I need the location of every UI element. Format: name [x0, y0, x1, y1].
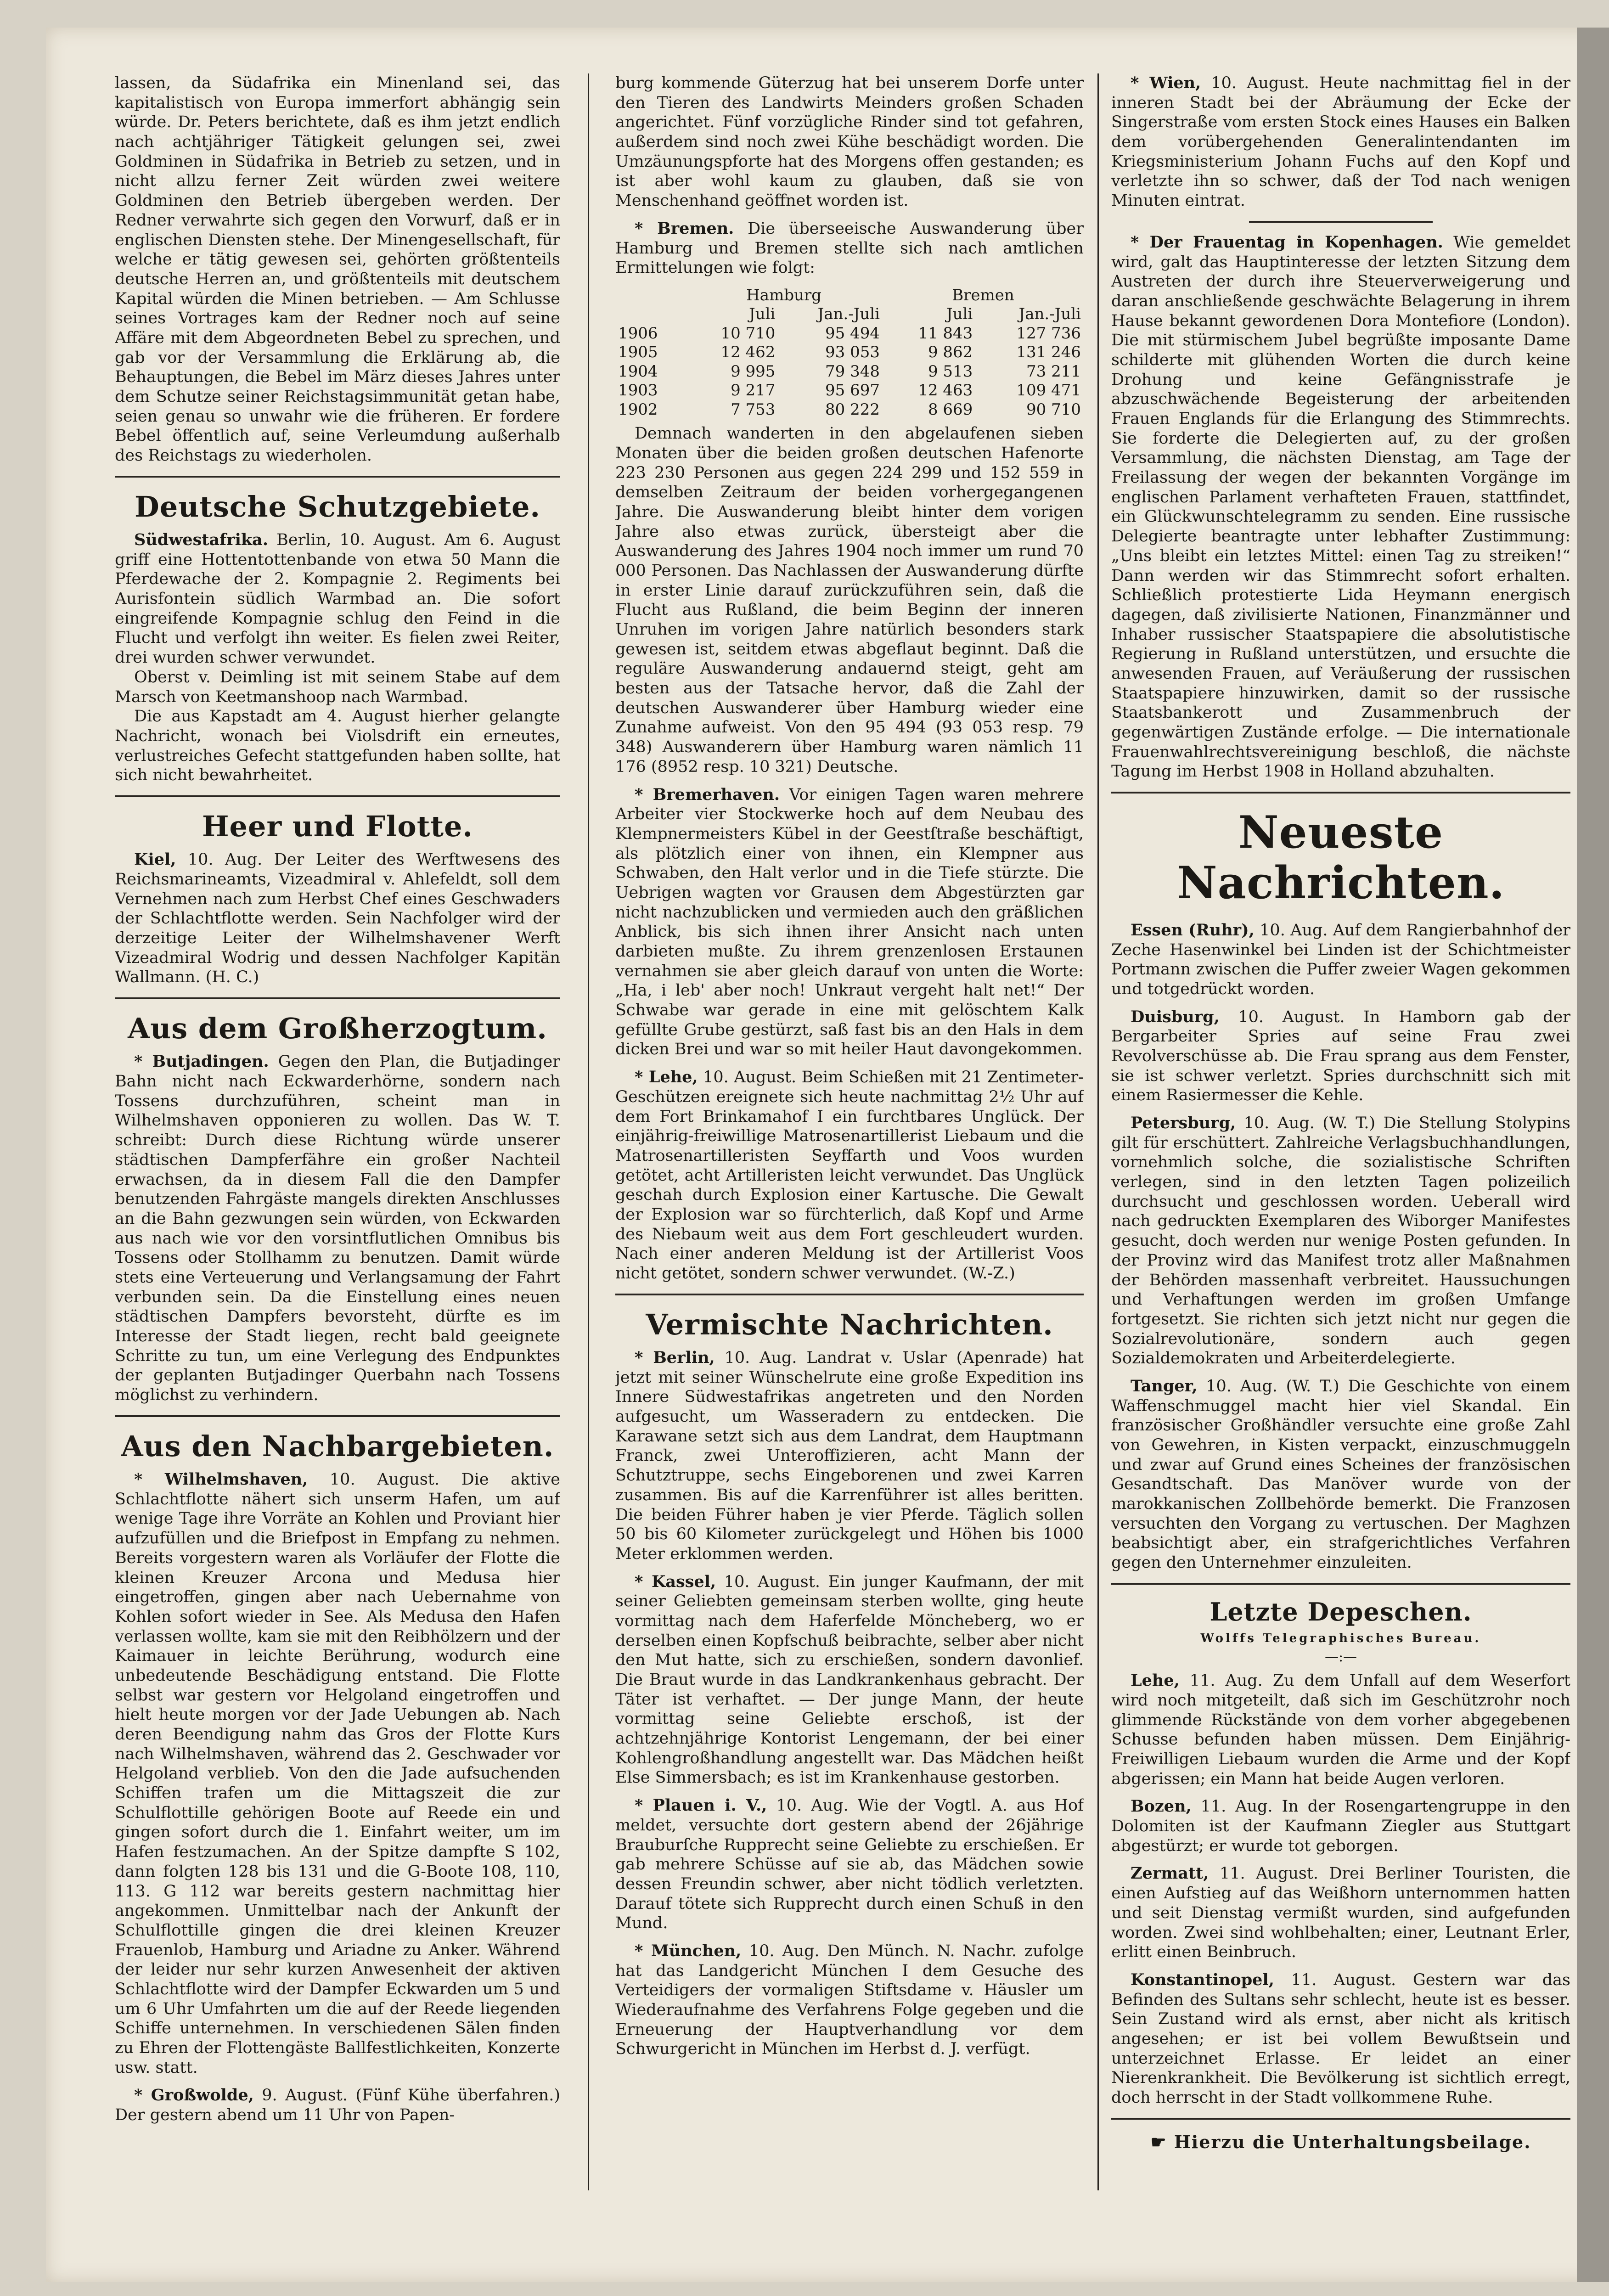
table-cell: 95 494: [825, 324, 880, 343]
article: [1111, 1970, 1570, 2108]
article: [1111, 1797, 1570, 1856]
article-dateline: * Plauen i. V.,: [635, 1796, 767, 1815]
table-cell: 80 222: [825, 400, 880, 419]
article-dateline: * Wien,: [1131, 73, 1201, 92]
table-period-header: Jan.-Juli: [1018, 305, 1081, 324]
article-dateline: * Wilhelmshaven,: [134, 1470, 308, 1489]
table-cell: 10 710: [720, 324, 776, 343]
article-text: 11. Aug. In der Rosengartengruppe in den Dolomiten ist der Kaufmann Ziegler aus Stuttgart abgestürzt; er wurde tot geborgen.: [1111, 1797, 1570, 1855]
article-dateline: Südwestafrika.: [134, 530, 269, 550]
article-dateline: * Lehe,: [635, 1068, 698, 1087]
article-text: lassen, da Südafrika ein Minenland sei, das kapitalistisch von Europa immerfort abhängig sein würde. Dr. Peters berichtete, daß es ihm jetzt endlich nach achtjähriger Tätigkeit gelungen sei, zwei Goldminen in Südafrika in Betrieb zu setzen, und in nicht allzu ferner Zeit würden zwei weitere Goldminen den Betrieb übergeben werden. Der Redner verwahrte sich gegen den Vorwurf, daß er in englischen Diensten stehe. Der Minengesellschaft, für welche er tätig gewesen sei, gehörten größtenteils deutsche Herren an, und größtenteils mit deutschem Kapital würden die Minen betrieben. — Am Schlusse seines Vortrages kam der Redner noch auf seine Affäre mit dem Abgeordneten Bebel zu sprechen, und gab vor der Versammlung die Erklärung ab, die Behauptungen, die Bebel im März dieses Jahres unter dem Schutze seiner Reichstagsimmunität getan habe, seien genau so unwahr wie die früheren. Er fordere Bebel öffentlich auf, seine Verleumdung außerhalb des Reichstags zu wiederholen.: [115, 74, 560, 465]
article-dateline: Zermatt,: [1131, 1864, 1209, 1883]
article: [615, 1348, 1084, 1564]
article-paragraph: [115, 707, 560, 785]
article-paragraph: [115, 1052, 560, 1405]
section-heading: Letzte Depeschen.: [1210, 1597, 1472, 1626]
table-cell: 127 736: [1016, 324, 1081, 343]
article: [615, 1796, 1084, 1933]
table-place-header: Bremen: [952, 286, 1014, 304]
article-text: Demnach wanderten in den abgelaufenen sieben Monaten über die beiden großen deutschen Hafenorte 223 230 Personen aus gegen 224 299 und 152 559 in demselben Zeitraum der beiden vorhergegangenen Jahre. Die Auswanderung bleibt hinter dem vorigen Jahre also etwas zurück, übersteigt aber die Auswanderung des Jahres 1904 noch immer um rund 70 000 Personen. Das Nachlassen der Auswanderung dürfte in erster Linie darauf zurückzuführen sein, daß die Flucht aus Rußland, die beim Beginn der inneren Unruhen im vorigen Jahre natürlich besonders stark gewesen ist, seitdem etwas abgeflaut beginnt. Daß die reguläre Auswanderung andauernd steigt, geht am besten aus der Tatsache hervor, daß die Zahl der deutschen Auswanderer über Hamburg wieder eine Zunahme aufweist. Von den 95 494 (93 053 resp. 79 348) Auswanderern über Hamburg waren nämlich 11 176 (8952 resp. 10 321) Deutsche.: [615, 424, 1084, 776]
article-paragraph: [615, 1348, 1084, 1564]
supplement-note: ☛ Hierzu die Unterhaltungsbeilage.: [1150, 2131, 1531, 2152]
section-heading: Aus den Nachbargebieten.: [121, 1429, 554, 1463]
table-row: [615, 381, 1084, 400]
article-text: 10. August. Heute nachmittag fiel in der inneren Stadt bei der Abräumung der Ecke der Singerstraße vom ersten Stock eines Hauses ein Balken dem vorübergehenden Generalintendanten im Kriegsministerium Johann Fuchs auf den Kopf und verletzte ihn so schwer, daß der Tod nach wenigen Minuten eintrat.: [1111, 74, 1570, 210]
article-text: 10. Aug. Wie der Vogtl. A. aus Hof meldet, versuchte dort gestern abend der 26jährige Brauburſche Rupprecht seine Geliebte zu erschießen. Er gab mehrere Schüsse auf sie ab, das Mädchen sowie dessen Freundin schwer, aber nicht tödlich verletzten. Darauf tötete sich Rupprecht durch einen Schuß in den Mund.: [615, 1796, 1084, 1933]
table-row: [615, 324, 1084, 343]
article-text: 10. August. In Hamborn gab der Bergarbeiter Spries auf seine Frau zwei Revolverschüsse ab. Die Frau sprang aus dem Fenster, sie ist schwer verletzt. Spries durchschnitt sich mit einem Rasiermesser die Kehle.: [1111, 1007, 1570, 1105]
book-binding-edge: [1577, 28, 1609, 2282]
column-divider: [588, 73, 589, 2190]
table-year: 1902: [618, 400, 658, 419]
article-text: Gegen den Plan, die Butjadinger Bahn nicht nach Eckwarderhörne, sondern nach Tossens durchzuführen, scheint man in Wilhelmshaven opponieren zu wollen. Das W. T. schreibt: Durch diese Richtung würde unserer städtischen Dampferfähre ein großer Nachteil erwachsen, da in diesem Fall die den Dampfer benutzenden Fahrgäste mangels direkten Anschlusses an die Bahn gezwungen sein würden, von Eckwarden aus nach wie vor den vorsintflutlichen Omnibus bis Tossens oder Stollhamm zu benutzen. Damit würde stets eine Verteuerung und Verlangsamung der Fahrt verbunden sein. Da die Einstellung eines neuen städtischen Dampfers bevorsteht, dürfte es im Interesse der Stadt liegen, recht bald geeignete Schritte zu tun, um eine Verlegung des Endpunktes der geplanten Butjadinger Querbahn nach Tossens möglichst zu verhindern.: [115, 1052, 560, 1405]
article-paragraph: [1111, 73, 1570, 211]
article-dateline: Tanger,: [1131, 1376, 1198, 1396]
section-heading: Aus dem Großherzogtum.: [128, 1012, 547, 1046]
article-dateline: Kiel,: [134, 850, 176, 869]
article-paragraph: [115, 850, 560, 987]
table-period-header: Juli: [749, 305, 776, 324]
short-rule: [1249, 221, 1433, 223]
article-text: 10. Aug. Landrat v. Uslar (Apenrade) hat jetzt mit seiner Wünschelrute eine große Expedition ins Innere Südwestafrikas angetreten und den Norden aufgesucht, um Wasseradern zu entdecken. Die Karawane setzt sich aus dem Landrat, dem Hauptmann Franck, zwei Unteroffizieren, acht Mann der Schutztruppe, sechs Eingeborenen und zwei Karren zusammen. Bis auf die Karrenführer ist alles beritten. Die beiden Führer haben je vier Pferde. Täglich sollen 50 bis 60 Kilometer zurückgelegt und Höhen bis 1000 Meter erklommen werden.: [615, 1349, 1084, 1563]
column-left: [115, 73, 560, 2190]
article-dateline: * Der Frauentag in Kopenhagen.: [1131, 232, 1443, 252]
article-paragraph: [1111, 1970, 1570, 2108]
section-rule: [1111, 2118, 1570, 2120]
table-year: 1903: [618, 381, 658, 400]
table-place-header: Hamburg: [746, 286, 821, 304]
table-cell: 131 246: [1016, 343, 1081, 362]
section-heading: Heer und Flotte.: [202, 809, 473, 843]
article-paragraph: [615, 785, 1084, 1060]
article: [115, 2086, 560, 2125]
article-dateline: Lehe,: [1131, 1671, 1180, 1690]
article: [615, 1572, 1084, 1788]
article-dateline: * Bremerhaven.: [635, 785, 780, 804]
article-paragraph: [615, 73, 1084, 211]
article: [115, 1470, 560, 2077]
table-cell: 12 462: [720, 343, 776, 362]
article-text: Die aus Kapstadt am 4. August hierher gelangte Nachricht, wonach bei Violsdrift ein erneutes, verlustreiches Gefecht stattgefunden haben sollte, hat sich nicht bewahrheitet.: [115, 707, 560, 785]
article-text: Wie gemeldet wird, galt das Hauptinteresse der letzten Sitzung dem Austreten der durch ihre Steuerverweigerung und daran anschließende geschwächte Belagerung in ihrem Hause bekannt gewordenen Dora Montefiore (London). Die mit stürmischem Jubel begrüßte imposante Dame schilderte mit glühenden Worten die durch keine Drohung und keine Gefängnisstrafe je abzuschwächende Begeisterung der arbeitenden Frauen Englands für die Erlangung des Stimmrechts. Sie forderte die Delegierten auf, zu der großen Versammlung, die nächsten Dienstag, am Tage der Freilassung der wegen der bekannten Vorgänge im englischen Parlament verhafteten Frauen, stattfindet, ein Glückwunschtelegramm zu senden. Eine russische Delegierte beantragte unter lebhafter Zustimmung: „Uns bleibt ein letztes Mittel: einen Tag zu streiken!“ Dann werden wir das Stimmrecht sofort erhalten. Schließlich protestierte Lida Heymann energisch dagegen, daß zivilisierte Nationen, Finanzmänner und Inhaber russischer Staatspapiere die absolutistische Regierung in Rußland unterstützen, und ersuchte die anwesenden Frauen, auf Veräußerung der russischen Staatspapiere hinzuwirken, damit so der russische Staatsbankerott und Zusammenbruch der gegenwärtigen Zustände erfolge. — Die internationale Frauenwahlrechtsvereinigung beschloß, die nächste Tagung im Herbst 1908 in Holland abzuhalten.: [1111, 233, 1570, 781]
article-dateline: Konstantinopel,: [1131, 1970, 1274, 1989]
table-cell: 12 463: [918, 381, 973, 400]
section-rule: [115, 795, 560, 797]
article-dateline: * Kassel,: [635, 1572, 716, 1591]
section-rule: [115, 1415, 560, 1417]
table-cell: 9 513: [928, 362, 973, 381]
article-paragraph: [1111, 1797, 1570, 1856]
table-row: [615, 400, 1084, 419]
article-text: 10. Aug. Auf dem Rangierbahnhof der Zeche Hasenwinkel bei Linden ist der Schichtmeister Portmann zwischen die Puffer zweier Wagen gekommen und totgedrückt worden.: [1111, 921, 1570, 998]
article: [115, 1052, 560, 1405]
section-rule: [1111, 1583, 1570, 1585]
section-rule: [115, 997, 560, 999]
table-cell: 73 211: [1026, 362, 1081, 381]
article-dateline: Essen (Ruhr),: [1131, 920, 1255, 940]
article-text: 9. August. (Fünf Kühe überfahren.) Der gestern abend um 11 Uhr von Papen-: [115, 2086, 560, 2125]
table-period-header: Jan.-Juli: [817, 305, 880, 324]
table-cell: 93 053: [825, 343, 880, 362]
separator-mark: —:—: [1324, 1649, 1357, 1665]
article: [615, 424, 1084, 777]
article: [1111, 921, 1570, 999]
article: [115, 850, 560, 987]
article-paragraph: [1111, 921, 1570, 999]
article: [1111, 1007, 1570, 1105]
table-cell: 7 753: [731, 400, 776, 419]
article-text: 11. August. Gestern war das Befinden des Sultans sehr schlecht, heute ist es besser. Sein Zustand wird als ernst, aber nicht als kritisch angesehen; er ist bei vollem Bewußtsein und unterzeichnet Erlasse. Er leidet an einer Nierenkrankheit. Die Bevölkerung ist sichtlich erregt, doch herrscht in der Stadt vollkommene Ruhe.: [1111, 1970, 1570, 2107]
article-paragraph: [1111, 1007, 1570, 1105]
article-paragraph: [115, 530, 560, 668]
article-dateline: * Bremen.: [635, 219, 734, 238]
article-dateline: * Berlin,: [635, 1348, 715, 1367]
article-dateline: Bozen,: [1131, 1797, 1192, 1816]
table-year: 1906: [618, 324, 658, 343]
table-row: [615, 343, 1084, 362]
article-text: 10. Aug. (W. T.) Die Geschichte von einem Waffenschmuggel macht hier viel Skandal. Ein französischer Großhändler versuchte eine große Zahl von Gewehren, in Kisten verpackt, einzuschmuggeln und zwar auf Grund eines Scheines der französischen Gesandtschaft. Das Manöver wurde von der marokkanischen Zollbehörde bemerkt. Die Franzosen versuchten den Vorgang zu vertuschen. Der Maghzen beabsichtigt aber, ein strafgerichtliches Verfahren gegen den Unternehmer einzuleiten.: [1111, 1377, 1570, 1572]
section-heading: Vermischte Nachrichten.: [646, 1307, 1053, 1341]
table-row: [615, 362, 1084, 381]
article-paragraph: [1111, 1114, 1570, 1368]
article-text: 11. Aug. Zu dem Unfall auf dem Weserfort wird noch mitgeteilt, daß sich im Geschützrohr noch glimmende Rückstände von dem vorher abgegebenen Schusse befunden haben müssen. Dem Einjährig-Freiwilligen Liebaum wurden die Arme und der Kopf abgerissen; ein Mann hat beide Augen verloren.: [1111, 1671, 1570, 1788]
article: [1111, 1377, 1570, 1573]
article-paragraph: [615, 424, 1084, 777]
column-right: [1111, 73, 1570, 2190]
article-paragraph: [115, 668, 560, 707]
article: [1111, 1114, 1570, 1368]
article-paragraph: [615, 1572, 1084, 1788]
table-year: 1904: [618, 362, 658, 381]
article-text: Vor einigen Tagen waren mehrere Arbeiter vier Stockwerke hoch auf dem Neubau des Klempnermeisters Kübel in der Geestſtraße beschäftigt, als plötzlich einer von ihnen, ein Klempner aus Schwaben, den Halt verlor und in die Tiefe stürzte. Die Uebrigen wagten vor Grausen dem Abgestürzten gar nicht nachzublicken und vermieden auch den gräßlichen Anblick, bis sich ihnen ihrer Ansicht nach unten darbieten mußte. Zu ihrem grenzenlosen Erstaunen vernahmen sie aber gleich darauf von unten die Worte: „Ha, i leb' aber noch! Unkraut vergeht halt net!“ Der Schwabe war gerade in eine mit gelöschtem Kalk gefüllte Grube gestürzt, saß fast bis an den Hals in dem dicken Brei und war so mit heiler Haut davongekommen.: [615, 785, 1084, 1059]
table-period-header: Juli: [946, 305, 973, 324]
article-paragraph: [1111, 1864, 1570, 1962]
table-cell: 11 843: [918, 324, 973, 343]
article-text: 10. August. Beim Schießen mit 21 Zentimeter-Geschützen ereignete sich heute nachmittag 2½ Uhr auf dem Fort Brinkamahof I ein furchtbares Unglück. Der einjährig-freiwillige Matrosenartillerist Liebaum und die Matrosenartilleristen Seyffarth und Voos wurden getötet, acht Artilleristen leicht verwundet. Das Unglück geschah durch Explosion einer Kartusche. Die Gewalt der Explosion war so fürchterlich, daß Kopf und Arme des Niebaum weit aus dem Fort geschleudert wurden. Nach einer anderen Meldung ist der Artillerist Voos nicht getötet, sondern schwer verwundet. (W.-Z.): [615, 1068, 1084, 1283]
article-text: 10. Aug. (W. T.) Die Stellung Stolypins gilt für erschüttert. Zahlreiche Verlagsbuchhandlungen, vornehmlich solche, die sozialistische Schriften verlegen, sind in den letzten Tagen polizeilich durchsucht und geschlossen worden. Ueberall wird nach gedruckten Exemplaren des Wiborger Manifestes gesucht, doch werden nur wenige Posten gefunden. In der Provinz wird das Manifest trotz aller Maßnahmen der Behörden massenhaft verbreitet. Haussuchungen und Verhaftungen werden im großen Umfange fortgesetzt. Sie richten sich jetzt nicht nur gegen die Sozialrevolutionäre, sondern auch gegen Sozialdemokraten und Arbeiterdelegierte.: [1111, 1114, 1570, 1368]
section-rule: [615, 1294, 1084, 1295]
article: [1111, 1864, 1570, 1962]
article-text: burg kommende Güterzug hat bei unserem Dorfe unter den Tieren des Landwirts Meinders großen Schaden angerichtet. Fünf vorzügliche Rinder sind tot gefahren, außerdem sind noch zwei Kühe beschädigt worden. Die Umzäunungspforte hat des Morgens offen gestanden; es ist aber wohl kaum zu glauben, daß sie von Menschenhand geöffnet worden ist.: [615, 74, 1084, 210]
article-text: Berlin, 10. August. Am 6. August griff eine Hottentottenbande von etwa 50 Mann die Pferdewache der 2. Kompagnie 2. Regiments bei Aurisfontein südlich Warmbad an. Die sofort eingreifende Kompagnie schlug den Feind in die Flucht und verfolgt ihn weiter. Es fielen zwei Reiter, drei wurden schwer verwundet.: [115, 531, 560, 667]
table-cell: 9 217: [731, 381, 776, 400]
section-subheading: Wolffs Telegraphisches Bureau.: [1200, 1631, 1481, 1645]
table-cell: 79 348: [825, 362, 880, 381]
article: [1111, 233, 1570, 782]
article-dateline: * Butjadingen.: [134, 1052, 269, 1071]
table-corner: [615, 286, 685, 305]
article-paragraph: [1111, 1377, 1570, 1573]
article-dateline: * Großwolde,: [134, 2086, 254, 2105]
article: [615, 1068, 1084, 1283]
column-divider: [1097, 73, 1099, 2190]
article: [615, 1941, 1084, 2059]
article: [115, 73, 560, 466]
article: [615, 219, 1084, 278]
article: [615, 73, 1084, 211]
table-year: 1905: [618, 343, 658, 362]
column-middle: [615, 73, 1084, 2190]
article-dateline: Duisburg,: [1131, 1007, 1220, 1026]
section-rule: [115, 476, 560, 478]
article-text: 10. August. Die aktive Schlachtflotte nähert sich unserm Hafen, um auf wenige Tage ihre Vorräte an Kohlen und Proviant hier aufzufüllen und die Briefpost in Empfang zu nehmen. Bereits vorgestern waren als Vorläufer der Flotte die kleinen Kreuzer Arcona und Medusa hier eingetroffen, gingen aber nach Uebernahme von Kohlen sofort wieder in See. Als Medusa den Hafen verlassen wollte, kam sie mit den Reibhölzern und der Kaimauer in leichte Berührung, wodurch eine unbedeutende Beschädigung entstand. Die Flotte selbst war gestern vor Helgoland eingetroffen und hielt heute morgen vor der Jade Uebungen ab. Nach deren Beendigung nahm das Gros der Flotte Kurs nach Wilhelmshaven, während das 2. Geschwader vor Helgoland verblieb. Von den die Jade aufsuchenden Schiffen trafen um die Mittagszeit die zur Schulflottille gehörigen Boote auf Reede ein und gingen sofort durch die 1. Einfahrt weiter, um im Hafen festzumachen. An der Spitze dampfte S 102, dann folgten 128 bis 131 und die G-Boote 108, 110, 113. G 112 war bereits gestern nachmittag hier angekommen. Unmittelbar nach der Ankunft der Schulflottille gingen die drei kleinen Kreuzer Frauenlob, Hamburg und Ariadne zu Anker. Während der leider nur sehr kurzen Anwesenheit der aktiven Schlachtflotte wird der Dampfer Eckwarden um 5 und um 6 Uhr Umfahrten um die auf der Reede liegenden Schiffe unternehmen. In verschiedenen Sälen finden zu Ehren der Flottengäste Ballfestlichkeiten, Konzerte usw. statt.: [115, 1470, 560, 2077]
emigration-table: [615, 286, 1084, 419]
article-text: 10. Aug. Der Leiter des Werftwesens des Reichsmarineamts, Vizeadmiral v. Ahlefeldt, soll dem Vernehmen nach zum Herbst Chef eines Geschwaders der Schlachtflotte werden. Sein Nachfolger wird der derzeitige Leiter der Wilhelmshavener Werft Vizeadmiral Wodrig und dessen Nachfolger Kapitän Wallmann. (H. C.): [115, 850, 560, 987]
table-corner: [615, 305, 685, 324]
section-rule: [1111, 792, 1570, 793]
table-cell: 9 862: [928, 343, 973, 362]
article: [1111, 1671, 1570, 1789]
article-dateline: Petersburg,: [1131, 1114, 1236, 1133]
article: [615, 785, 1084, 1060]
section-heading: Neueste Nachrichten.: [1176, 806, 1505, 909]
table-cell: 90 710: [1026, 400, 1081, 419]
article-paragraph: [615, 1941, 1084, 2059]
article-text: 11. August. Drei Berliner Touristen, die einen Aufstieg auf das Weißhorn unternommen hatten und seit Dienstag vermißt wurden, sind aufgefunden worden. Zwei sind wohlbehalten; einer, Leutnant Erler, erlitt einen Beinbruch.: [1111, 1864, 1570, 1962]
article-paragraph: [1111, 1671, 1570, 1789]
article-paragraph: [615, 1068, 1084, 1283]
article-text: 10. Aug. Den Münch. N. Nachr. zufolge hat das Landgericht München I dem Gesuche des Verteidigers der vormaligen Stiftsdame v. Häusler um Wiederaufnahme des Verfahrens Folge gegeben und die Erneuerung der Hauptverhandlung vor dem Schwurgericht in München im Herbst d. J. verfügt.: [615, 1941, 1084, 2059]
article-paragraph: [115, 1470, 560, 2077]
article-paragraph: [615, 219, 1084, 278]
table-cell: 109 471: [1016, 381, 1081, 400]
section-heading: Deutsche Schutzgebiete.: [134, 490, 541, 523]
article-dateline: * München,: [635, 1941, 742, 1960]
article-text: Die überseeische Auswanderung über Hamburg und Bremen stellte sich nach amtlichen Ermittelungen wie folgt:: [615, 219, 1084, 277]
article-text: Oberst v. Deimling ist mit seinem Stabe auf dem Marsch von Keetmanshoop nach Warmbad.: [115, 668, 560, 706]
article-text: 10. August. Ein junger Kaufmann, der mit seiner Geliebten gemeinsam sterben wollte, ging heute vormittag nach dem Haferfelde Möncheberg, wo er derselben einen Kopfschuß beibrachte, selber aber nicht den Mut hatte, sich zu erschießen, sondern davonlief. Die Braut wurde in das Landkrankenhaus gebracht. Der Täter ist verhaftet. — Der junge Mann, der heute vormittag seine Geliebte erschoß, ist der achtzehnjährige Kontorist Lengemann, der bei einer Kohlengroßhandlung angestellt war. Das Mädchen heißt Else Simmersbach; es ist im Krankenhause gestorben.: [615, 1572, 1084, 1787]
table-cell: 8 669: [928, 400, 973, 419]
article: [115, 530, 560, 785]
table-cell: 95 697: [825, 381, 880, 400]
article-paragraph: [1111, 233, 1570, 782]
article-paragraph: [115, 73, 560, 466]
article-paragraph: [115, 2086, 560, 2125]
table-cell: 9 995: [731, 362, 776, 381]
article-paragraph: [615, 1796, 1084, 1933]
article: [1111, 73, 1570, 211]
